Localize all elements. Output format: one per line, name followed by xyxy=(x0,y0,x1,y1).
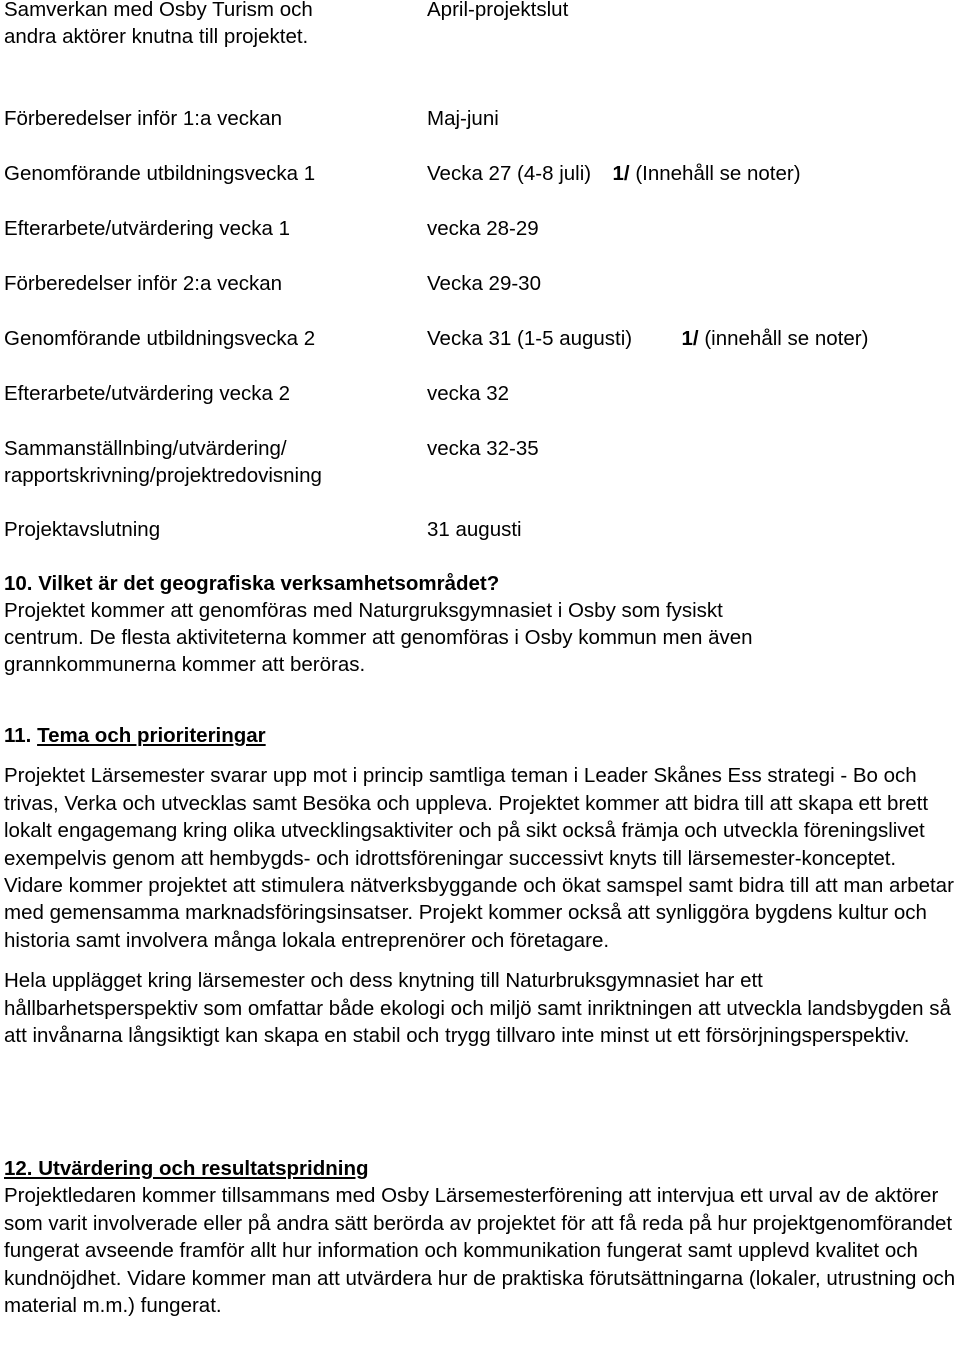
schedule-time: Vecka 27 (4-8 juli) xyxy=(427,162,592,185)
schedule-activity: Efterarbete/utvärdering vecka 1 xyxy=(4,217,291,240)
schedule-activity: Förberedelser inför 2:a veckan xyxy=(4,272,283,295)
schedule-time: Vecka 31 (1-5 augusti) xyxy=(427,327,633,350)
section-10 xyxy=(4,570,956,678)
section-12-heading: 12. Utvärdering och resultatspridning xyxy=(4,1157,369,1180)
section-11 xyxy=(4,722,956,1049)
section-12 xyxy=(4,1155,956,1319)
section-11-paragraph-2: Hela upplägget kring lärsemester och dess knytning till Naturbruksgymnasiet har ett hållbarhetsperspektiv som omfattar både ekologi och miljö samt inriktningen att utveckla landsbygden så att invånarna långsiktigt kan skapa en stabil och trygg tillvaro inte minst ut ett försörjningsperspektiv. xyxy=(4,969,951,1048)
schedule-note-ref: 1/ xyxy=(681,327,699,350)
section-11-number: 11. xyxy=(4,724,32,747)
schedule-activity: Sammanställnbing/utvärdering/ xyxy=(4,437,287,460)
section-12-text: Projektledaren kommer tillsammans med Osby Lärsemesterförening att intervjua ett urval av de aktörer som varit involverade eller på andra sätt berörda av projektet för att få reda på hur projektgenomförandet fungerat avseende framför allt hur information och kommunikation fungerat samt upplevd kvalitet och kundnöjdhet. Vidare kommer man att utvärdera hur de praktiska förutsättningarna (lokaler, utrustning och material m.m.) fungerat. xyxy=(4,1184,956,1318)
section-10-heading: 10. Vilket är det geografiska verksamhetsområdet? xyxy=(4,572,500,595)
schedule-activity: Förberedelser inför 1:a veckan xyxy=(4,107,283,130)
schedule-activity: Genomförande utbildningsvecka 2 xyxy=(4,327,316,350)
schedule-activity: Projektavslutning xyxy=(4,518,161,541)
schedule-time: April-projektslut xyxy=(427,0,569,21)
schedule-activity-multiline xyxy=(4,435,414,489)
schedule-note: (innehåll se noter) xyxy=(704,327,869,350)
schedule-note-ref: 1/ xyxy=(612,162,630,185)
schedule-time: vecka 28-29 xyxy=(427,217,539,240)
section-11-title: Tema och prioriteringar xyxy=(37,724,266,747)
schedule-time: Vecka 29-30 xyxy=(427,272,541,295)
schedule-activity: Samverkan med Osby Turism och andra aktörer knutna till projektet. xyxy=(4,0,313,48)
schedule-activity: Efterarbete/utvärdering vecka 2 xyxy=(4,382,291,405)
schedule-note: (Innehåll se noter) xyxy=(635,162,801,185)
section-10-text: Projektet kommer att genomföras med Naturgruksgymnasiet i Osby som fysiskt centrum. De flesta aktiviteterna kommer att genomföras i Osby kommun men även grannkommunerna kommer att beröras. xyxy=(4,599,753,676)
section-11-paragraph-1: Projektet Lärsemester svarar upp mot i princip samtliga teman i Leader Skånes Ess strategi - Bo och trivas, Verka och utvecklas samt Besöka och uppleva. Projektet kommer att bidra till att skapa ett brett lokalt engagemang kring olika utvecklingsaktiviter och på sikt också främja och utveckla föreningslivet exempelvis genom att hembygds- och idrottsföreningar successivt knyts till lärsemester-konceptet. Vidare kommer projektet att stimulera nätverksbyggande och ökat samspel samt bidra till att man arbetar med gemensamma marknadsföringsinsatser. Projekt kommer också att synliggöra bygdens kultur och historia samt involvera många lokala entreprenörer och företagare. xyxy=(4,764,954,952)
schedule-time-with-note xyxy=(427,160,801,187)
schedule-time: 31 augusti xyxy=(427,518,522,541)
schedule-time: vecka 32 xyxy=(427,382,510,405)
section-11-heading xyxy=(4,722,956,749)
schedule-time-with-note xyxy=(427,325,868,352)
schedule-activity-line2: rapportskrivning/projektredovisning xyxy=(4,464,322,487)
schedule-time: vecka 32-35 xyxy=(427,437,539,460)
schedule-time: Maj-juni xyxy=(427,107,499,130)
schedule-activity: Genomförande utbildningsvecka 1 xyxy=(4,162,316,185)
